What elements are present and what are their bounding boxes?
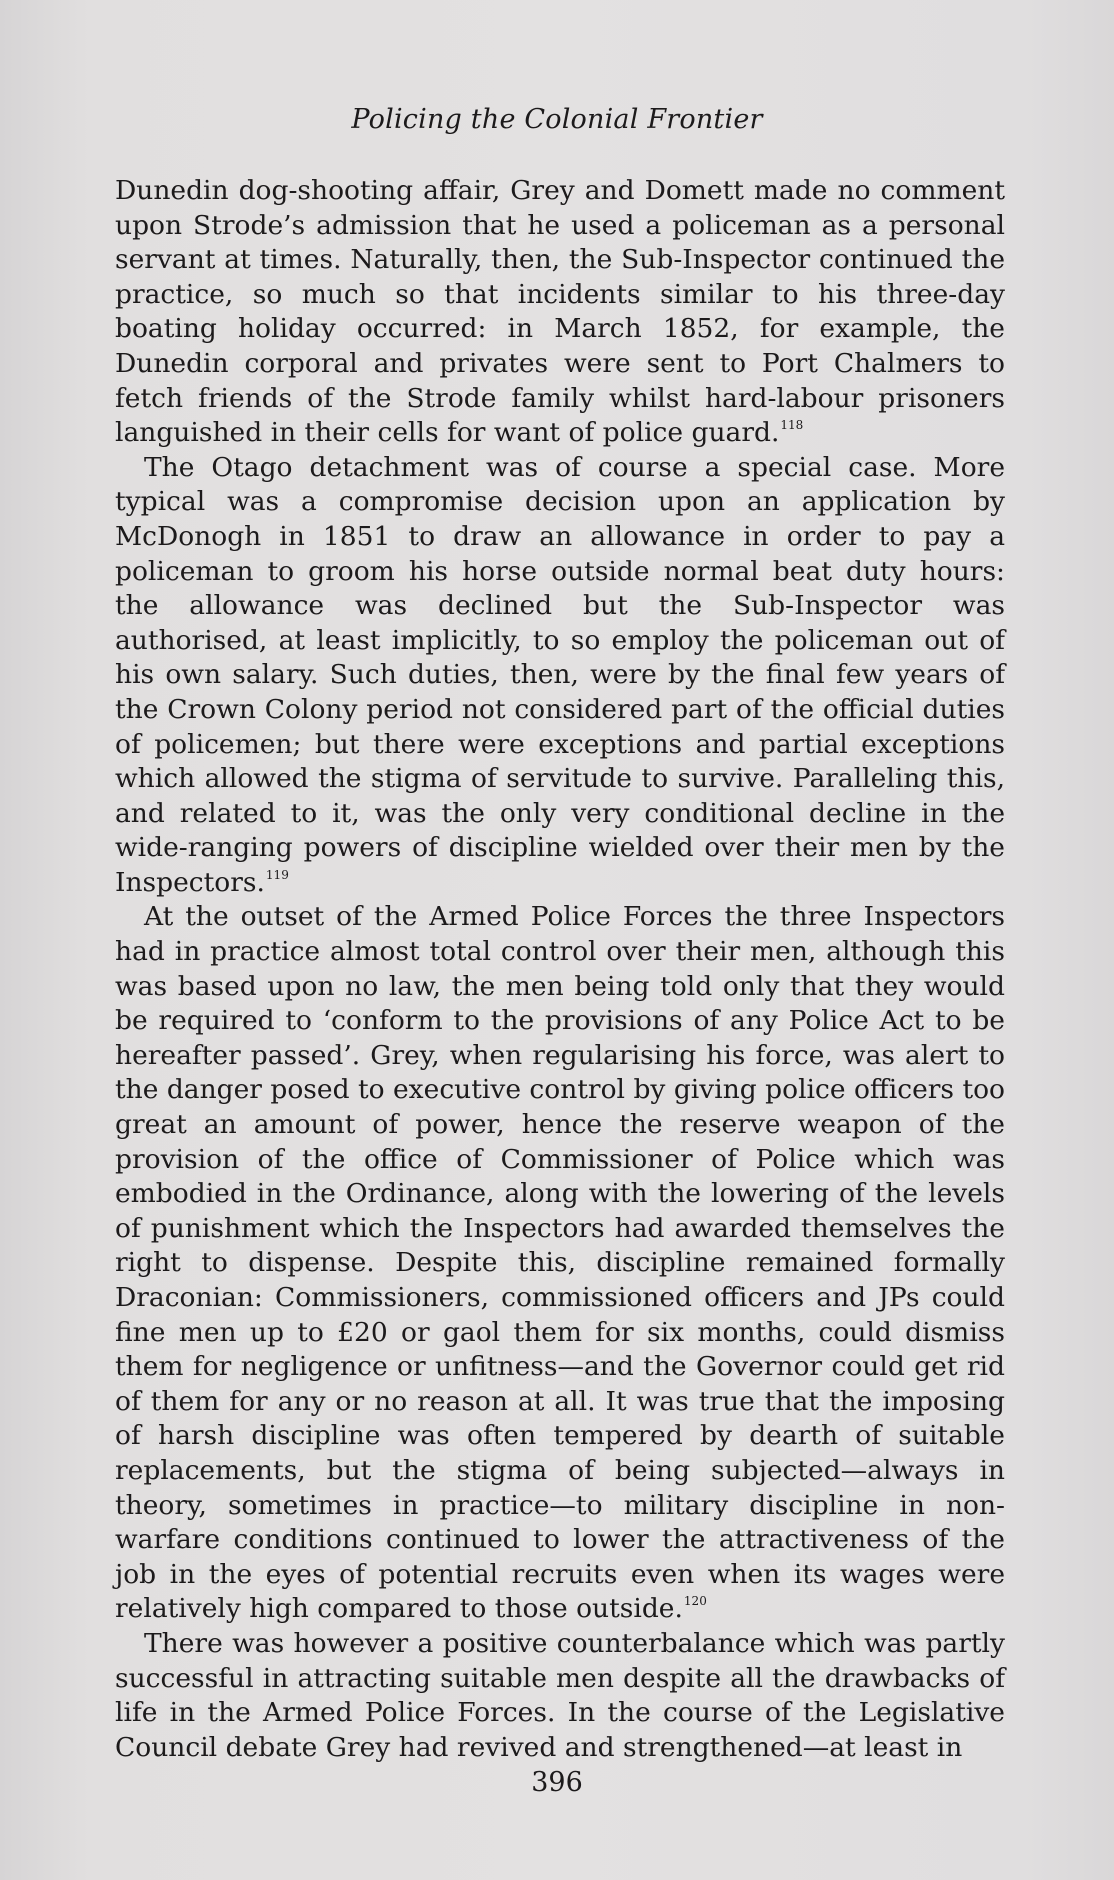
page-number: 396: [531, 1767, 583, 1798]
paragraph-text: There was however a positive counterbalance which was partly successful in attracting suitable men despite all the drawbacks of life in the Armed Police Forces. In the course of the Legislative Council debate Grey had revived and strengthened—at least in: [115, 1627, 1005, 1763]
paragraph: [115, 174, 1005, 451]
body-text: [115, 174, 1005, 1765]
paragraph: [115, 900, 1005, 1626]
paragraph-text: The Otago detachment was of course a special case. More typical was a compromise decision upon an application by McDonogh in 1851 to draw an allowance in order to pay a policeman to groom his horse outside normal beat duty hours: the allowance was declined but the Sub-Inspector was authorised, at least implicitly, to so employ the policeman out of his own salary. Such duties, then, were by the final few years of the Crown Colony period not considered part of the official duties of policemen; but there were exceptions and partial exceptions which allowed the stigma of servitude to survive. Paralleling this, and related to it, was the only very conditional decline in the wide-ranging powers of discipline wielded over their men by the Inspectors.: [115, 451, 1005, 898]
paragraph: [115, 1627, 1005, 1765]
running-head: Policing the Colonial Frontier: [351, 104, 763, 135]
footnote-ref: 120: [683, 1594, 707, 1609]
paragraph-text: Dunedin dog-shooting affair, Grey and Domett made no comment upon Strode’s admission that he used a policeman as a personal servant at times. Naturally, then, the Sub-Inspector continued the practice, so much so that incidents similar to his three-day boating holiday occurred: in March 1852, for example, the Dunedin corporal and privates were sent to Port Chalmers to fetch friends of the Strode family whilst hard-labour prisoners languished in their cells for want of police guard.: [115, 175, 1005, 449]
paragraph-text: At the outset of the Armed Police Forces the three Inspectors had in practice almost total control over their men, although this was based upon no law, the men being told only that they would be required to ‘conform to the provisions of any Police Act to be hereafter passed’. Grey, when regularising his force, was alert to the danger posed to executive control by giving police officers too great an amount of power, hence the reserve weapon of the provision of the office of Commissioner of Police which was embodied in the Ordinance, along with the lowering of the levels of punishment which the Inspectors had awarded themselves the right to dispense. Despite this, discipline remained formally Draconian: Commissioners, commissioned officers and JPs could fine men up to £20 or gaol them for six months, could dismiss them for negligence or unfitness—and the Governor could get rid of them for any or no reason at all. It was true that the imposing of harsh discipline was often tempered by dearth of suitable replacements, but the stigma of being subjected—always in theory, sometimes in practice—to military discipline in non-warfare conditions continued to lower the attractiveness of the job in the eyes of potential recruits even when its wages were relatively high compared to those outside.: [115, 901, 1006, 1625]
footnote-ref: 119: [265, 867, 289, 882]
footnote-ref: 118: [780, 418, 804, 433]
paragraph: [115, 451, 1005, 901]
